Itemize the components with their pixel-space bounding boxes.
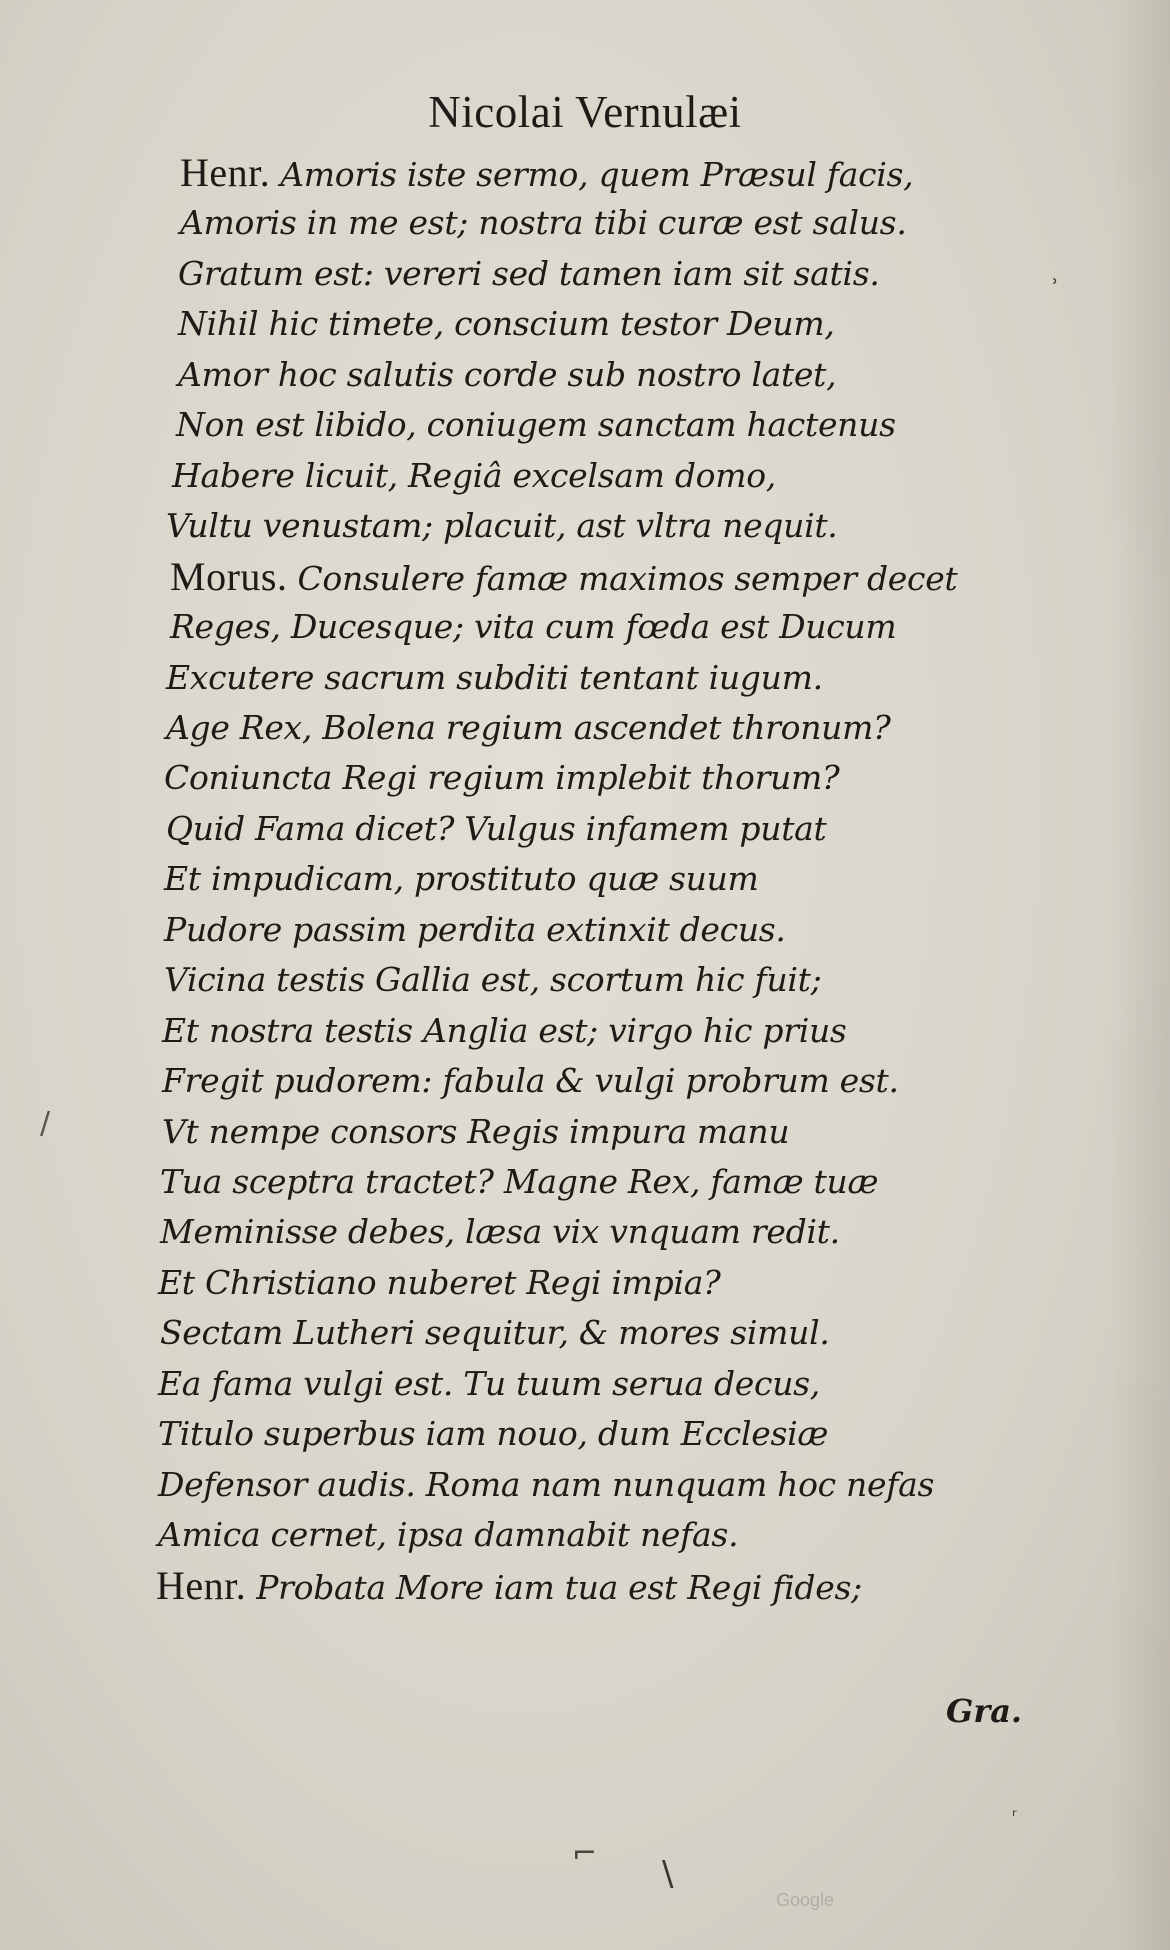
verse-text: Et nostra testis Anglia est; virgo hic prius (162, 1010, 847, 1050)
verse-line (156, 1561, 1170, 1613)
verse-line (176, 400, 1170, 450)
verse-line (160, 1308, 1170, 1358)
verse-line (160, 1207, 1170, 1257)
speaker-name: Henr. (156, 1562, 247, 1608)
verse-line (158, 1510, 1170, 1560)
verse-line (164, 905, 1170, 955)
verse-line (164, 955, 1170, 1005)
verse-text: Reges, Ducesque; vita cum fœda est Ducum (170, 607, 897, 647)
verse-text: Et impudicam, prostituto quæ suum (164, 859, 759, 899)
verse-text: Amoris in me est; nostra tibi curæ est salus. (180, 203, 907, 243)
verse-line (164, 753, 1170, 803)
running-head: Nicolai Vernulæi (428, 87, 742, 137)
verse-line (180, 148, 1170, 200)
verse-line (158, 1409, 1170, 1459)
verse-text: Ea fama vulgi est. Tu tuum serua decus, (158, 1363, 820, 1403)
verse-text: Coniuncta Regi regium implebit thorum? (164, 758, 840, 798)
verse-text: Amoris iste sermo, quem Præsul facis, (280, 155, 914, 194)
margin-mark: \ (662, 1854, 674, 1894)
verse-line (180, 198, 1170, 248)
verse-text: Defensor audis. Roma nam nunquam hoc nefas (158, 1464, 935, 1504)
verse-text: Habere licuit, Regiâ excelsam domo, (172, 455, 776, 495)
margin-mark: / (40, 1106, 51, 1141)
verse-line (162, 1056, 1170, 1106)
verse-text: Excutere sacrum subditi tentant iugum. (166, 657, 823, 697)
verse-line (170, 552, 1170, 604)
verse-line (166, 703, 1170, 753)
verse-line (158, 1258, 1170, 1308)
verse-text: Nihil hic timete, conscium testor Deum, (178, 304, 835, 344)
verse-line (166, 804, 1170, 854)
verse-line (172, 451, 1170, 501)
verse-text: Titulo superbus iam nouo, dum Ecclesiæ (158, 1414, 829, 1454)
verse-line (178, 299, 1170, 349)
verse-text: Consulere famæ maximos semper decet (297, 558, 958, 598)
verse-line (170, 602, 1170, 652)
verse-text: Vultu venustam; placuit, ast vltra nequit. (166, 506, 838, 546)
speaker-name: Morus. (170, 553, 288, 599)
verse-text: Et Christiano nuberet Regi impia? (158, 1262, 721, 1302)
verse-text: Non est libido, coniugem sanctam hactenus (176, 405, 896, 445)
verse-text: Vt nempe consors Regis impura manu (162, 1111, 790, 1151)
verse-line (178, 249, 1170, 299)
verse-text: Probata More iam tua est Regi fides; (256, 1567, 862, 1607)
verse-line (158, 1359, 1170, 1409)
verse-line (166, 501, 1170, 551)
catchword: Gra. (946, 1692, 1023, 1730)
verse-text: Amor hoc salutis corde sub nostro latet, (178, 354, 837, 394)
verse-text: Pudore passim perdita extinxit decus. (164, 909, 786, 949)
verse-text: Quid Fama dicet? Vulgus infamem putat (166, 808, 827, 848)
verse-line (166, 653, 1170, 703)
footer-mark: Google (776, 1890, 835, 1910)
verse-line (162, 1107, 1170, 1157)
verse-text: Vicina testis Gallia est, scortum hic fuit; (164, 960, 822, 1000)
margin-mark: ʾ (1052, 276, 1059, 301)
verse-line (164, 854, 1170, 904)
verse-line (160, 1157, 1170, 1207)
verse-text: Gratum est: vereri sed tamen iam sit satis. (178, 253, 880, 293)
verse-line (158, 1460, 1170, 1510)
verse-text: Fregit pudorem: fabula & vulgi probrum est. (162, 1061, 899, 1101)
verse-text: Amica cernet, ipsa damnabit nefas. (158, 1515, 739, 1555)
speaker-name: Henr. (180, 150, 271, 195)
verse-text: Age Rex, Bolena regium ascendet thronum? (166, 707, 891, 747)
verse-line (178, 350, 1170, 400)
verse-text: Meminisse debes, læsa vix vnquam redit. (160, 1212, 840, 1252)
verse-line (162, 1006, 1170, 1056)
margin-mark: ʳ (1012, 1806, 1017, 1827)
verse-text: Sectam Lutheri sequitur, & mores simul. (160, 1313, 830, 1353)
verse-text: Tua sceptra tractet? Magne Rex, famæ tuæ (160, 1162, 879, 1201)
margin-mark: ⌐ (572, 1836, 598, 1871)
